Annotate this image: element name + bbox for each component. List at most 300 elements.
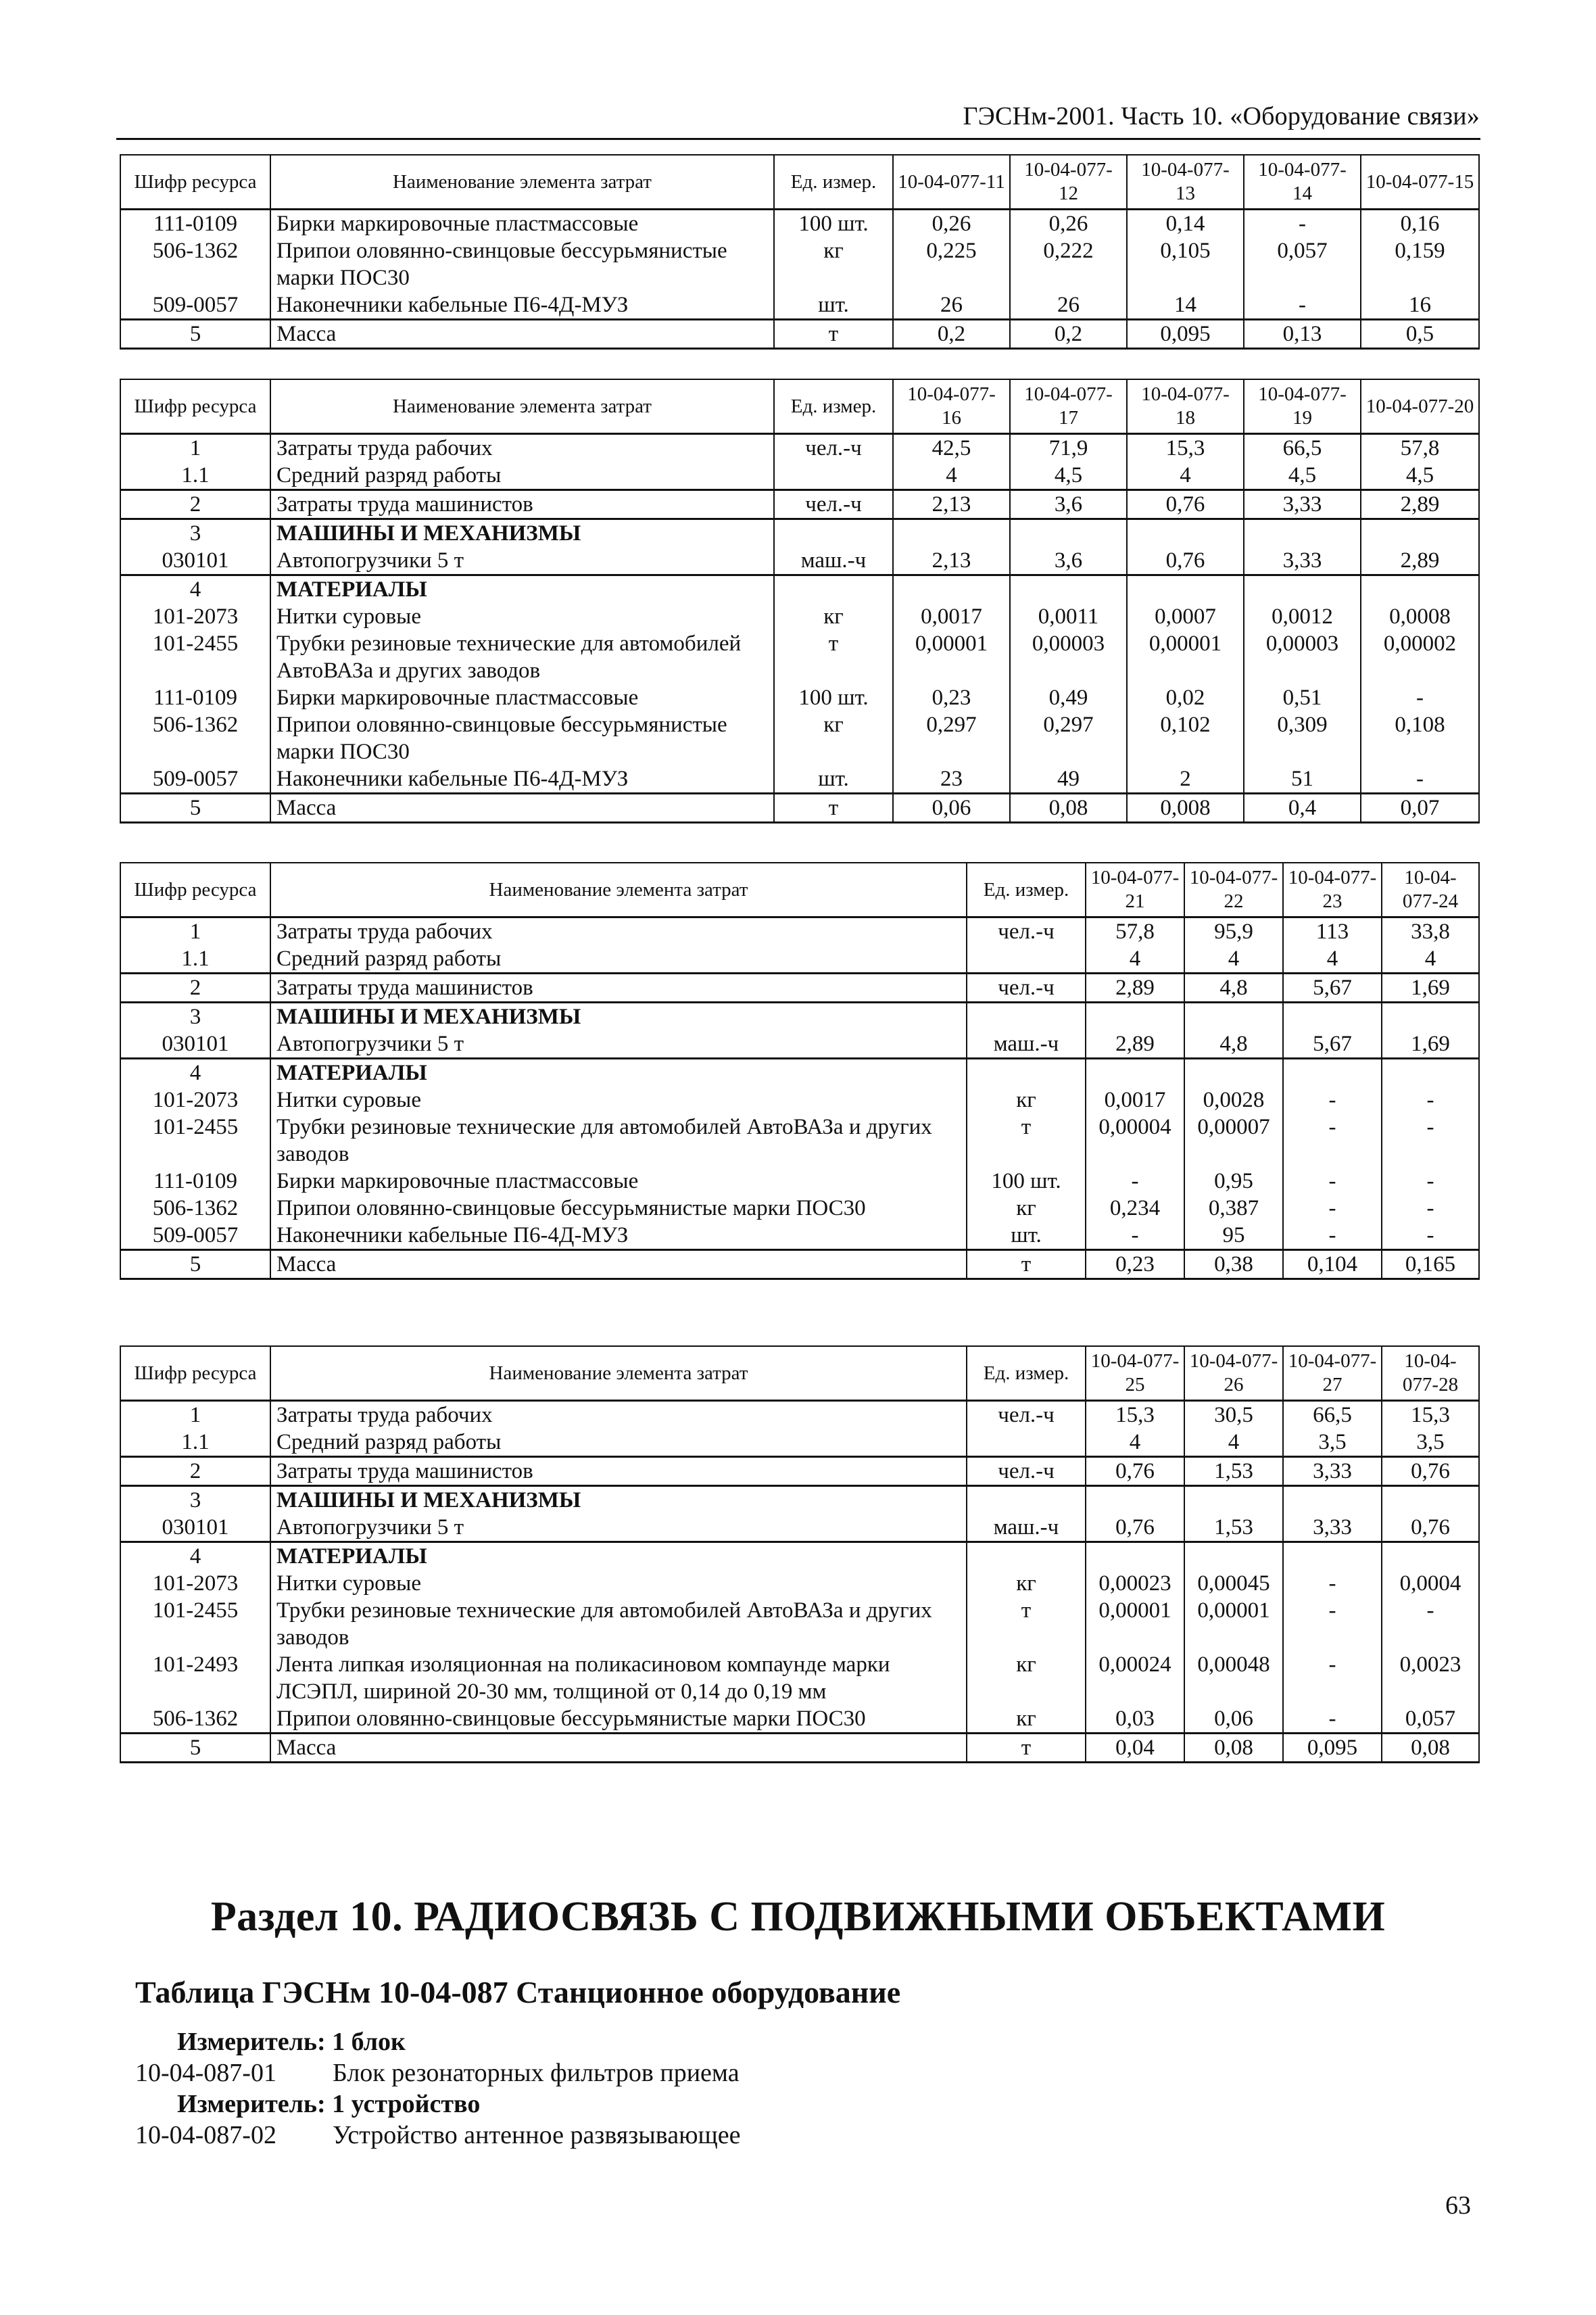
norm-value: 0,159 — [1361, 237, 1479, 291]
resource-code: 2 — [120, 490, 270, 519]
cost-element-name: Затраты труда рабочих — [270, 434, 774, 462]
column-header-norm: 10-04-077-27 — [1283, 1346, 1382, 1401]
norm-value: 1,69 — [1382, 1030, 1479, 1059]
norm-value: 4 — [1184, 945, 1283, 974]
resource-code: 101-2455 — [120, 1597, 270, 1651]
norm-value: - — [1382, 1195, 1479, 1222]
norm-value — [1086, 1059, 1184, 1087]
cost-element-name: Затраты труда рабочих — [270, 917, 967, 946]
norm-value: 0,0017 — [1086, 1087, 1184, 1114]
norm-value — [1010, 519, 1127, 548]
norm-value: 0,5 — [1361, 320, 1479, 349]
table-row — [120, 1570, 1479, 1597]
norm-value — [1010, 575, 1127, 604]
norm-value — [1184, 1542, 1283, 1571]
column-header-unit: Ед. измер. — [774, 155, 893, 210]
item-code: 10-04-087-01 — [135, 2059, 276, 2087]
norm-value: 14 — [1127, 291, 1244, 320]
column-header-norm: 10-04-077-13 — [1127, 155, 1244, 210]
norm-value: 0,222 — [1010, 237, 1127, 291]
resource-code: 2 — [120, 974, 270, 1003]
norm-value: 4 — [1382, 945, 1479, 974]
cost-element-name: Автопогрузчики 5 т — [270, 1030, 967, 1059]
norm-value — [1382, 1059, 1479, 1087]
norm-value: 0,095 — [1127, 320, 1244, 349]
column-header-norm: 10-04-077-25 — [1086, 1346, 1184, 1401]
norm-value — [1283, 1003, 1382, 1031]
norm-value: 2,13 — [893, 547, 1010, 575]
norm-value: 16 — [1361, 291, 1479, 320]
norm-value: 0,06 — [1184, 1705, 1283, 1734]
norm-value: 0,08 — [1010, 794, 1127, 823]
norm-value: - — [1244, 210, 1361, 238]
column-header-norm: 10-04-077-24 — [1382, 863, 1479, 917]
table-row — [120, 684, 1479, 711]
norm-value: 5,67 — [1283, 974, 1382, 1003]
norm-value: 0,2 — [893, 320, 1010, 349]
resource-code: 4 — [120, 575, 270, 604]
resource-code: 3 — [120, 519, 270, 548]
unit-of-measure: маш.-ч — [967, 1514, 1086, 1542]
norm-value: 26 — [893, 291, 1010, 320]
norm-value: 0,00003 — [1010, 630, 1127, 684]
norm-value: - — [1361, 684, 1479, 711]
norm-value: - — [1283, 1705, 1382, 1734]
table-row — [120, 1486, 1479, 1514]
table-row — [120, 1401, 1479, 1429]
resource-code: 101-2455 — [120, 630, 270, 684]
norm-value: 0,04 — [1086, 1734, 1184, 1763]
norm-value: 4 — [1086, 1429, 1184, 1457]
table-row — [120, 237, 1479, 291]
resource-code: 101-2073 — [120, 603, 270, 630]
unit-of-measure: т — [774, 320, 893, 349]
norm-value: 95,9 — [1184, 917, 1283, 946]
unit-of-measure: шт. — [967, 1222, 1086, 1250]
norm-value: 113 — [1283, 917, 1382, 946]
cost-element-name: Бирки маркировочные пластмассовые — [270, 210, 774, 238]
norm-value: 0,16 — [1361, 210, 1479, 238]
norm-value: 0,76 — [1127, 490, 1244, 519]
norm-value: 0,26 — [893, 210, 1010, 238]
norm-value — [1184, 1486, 1283, 1514]
cost-element-name: Лента липкая изоляционная на поликасиновом компаунде марки ЛСЭПЛ, шириной 20-30 мм, толщиной от 0,14 до 0,19 мм — [270, 1651, 967, 1705]
resource-code: 5 — [120, 794, 270, 823]
norm-value: 0,225 — [893, 237, 1010, 291]
table-header-row — [120, 379, 1479, 434]
table-row — [120, 210, 1479, 238]
norm-value — [1086, 1486, 1184, 1514]
norm-value: 2,89 — [1086, 974, 1184, 1003]
norm-value: - — [1283, 1651, 1382, 1705]
unit-of-measure — [967, 1542, 1086, 1571]
norm-value: 0,105 — [1127, 237, 1244, 291]
resource-code: 5 — [120, 1250, 270, 1279]
norm-value: 4,5 — [1361, 462, 1479, 490]
table-header-row — [120, 863, 1479, 917]
cost-element-name: Нитки суровые — [270, 603, 774, 630]
norm-value: 0,00023 — [1086, 1570, 1184, 1597]
unit-of-measure: кг — [774, 237, 893, 291]
cost-element-name: Припои оловянно-свинцовые бессурьмянистые марки ПОС30 — [270, 1705, 967, 1734]
table-row — [120, 1514, 1479, 1542]
unit-of-measure — [774, 575, 893, 604]
norm-value: 4,8 — [1184, 1030, 1283, 1059]
table-row — [120, 1030, 1479, 1059]
cost-table-077-11-15 — [120, 154, 1480, 350]
norm-value — [893, 519, 1010, 548]
norm-value: 0,309 — [1244, 711, 1361, 765]
unit-of-measure: маш.-ч — [774, 547, 893, 575]
table-row — [120, 1457, 1479, 1486]
cost-element-name: МАШИНЫ И МЕХАНИЗМЫ — [270, 1003, 967, 1031]
cost-element-name: Наконечники кабельные П6-4Д-МУЗ — [270, 765, 774, 794]
norm-value: 3,33 — [1283, 1514, 1382, 1542]
norm-value: 0,0011 — [1010, 603, 1127, 630]
table-row — [120, 320, 1479, 349]
norm-value: 0,0028 — [1184, 1087, 1283, 1114]
norm-value: 0,23 — [893, 684, 1010, 711]
norm-value: 2 — [1127, 765, 1244, 794]
resource-code: 101-2073 — [120, 1087, 270, 1114]
norm-value: 0,51 — [1244, 684, 1361, 711]
norm-value: - — [1382, 1222, 1479, 1250]
meter-label: Измеритель: 1 блок — [177, 2028, 406, 2056]
norm-value — [1244, 575, 1361, 604]
resource-code: 1 — [120, 1401, 270, 1429]
norm-value: 0,76 — [1382, 1457, 1479, 1486]
item-name: Блок резонаторных фильтров приема — [333, 2059, 740, 2087]
cost-table-077-21-24 — [120, 862, 1480, 1280]
norm-value: 0,00001 — [1184, 1597, 1283, 1651]
table-row — [120, 711, 1479, 765]
norm-value: 4,8 — [1184, 974, 1283, 1003]
norm-value: 57,8 — [1086, 917, 1184, 946]
column-header-unit: Ед. измер. — [774, 379, 893, 434]
norm-value: 0,38 — [1184, 1250, 1283, 1279]
resource-code: 506-1362 — [120, 237, 270, 291]
norm-value: - — [1283, 1168, 1382, 1195]
norm-value: - — [1283, 1570, 1382, 1597]
unit-of-measure: 100 шт. — [774, 210, 893, 238]
norm-value: 51 — [1244, 765, 1361, 794]
resource-code: 509-0057 — [120, 765, 270, 794]
norm-value: 0,165 — [1382, 1250, 1479, 1279]
norm-value: 0,08 — [1382, 1734, 1479, 1763]
norm-value: - — [1086, 1222, 1184, 1250]
unit-of-measure: кг — [967, 1651, 1086, 1705]
norm-value: - — [1283, 1195, 1382, 1222]
cost-element-name: Наконечники кабельные П6-4Д-МУЗ — [270, 1222, 967, 1250]
table-row — [120, 490, 1479, 519]
norm-value: 0,76 — [1382, 1514, 1479, 1542]
cost-element-name: Припои оловянно-свинцовые бессурьмянистые марки ПОС30 — [270, 237, 774, 291]
norm-value — [1127, 575, 1244, 604]
resource-code: 506-1362 — [120, 1705, 270, 1734]
unit-of-measure: кг — [967, 1087, 1086, 1114]
column-header-norm: 10-04-077-16 — [893, 379, 1010, 434]
norm-value: 15,3 — [1086, 1401, 1184, 1429]
norm-value: 0,0004 — [1382, 1570, 1479, 1597]
norm-value — [1361, 575, 1479, 604]
norm-value: 0,00045 — [1184, 1570, 1283, 1597]
table-row — [120, 1597, 1479, 1651]
unit-of-measure — [967, 945, 1086, 974]
unit-of-measure — [967, 1003, 1086, 1031]
norm-value: 0,2 — [1010, 320, 1127, 349]
norm-value — [1382, 1486, 1479, 1514]
norm-value: 0,00002 — [1361, 630, 1479, 684]
norm-value: 4,5 — [1244, 462, 1361, 490]
column-header-norm: 10-04-077-21 — [1086, 863, 1184, 917]
column-header-name: Наименование элемента затрат — [270, 379, 774, 434]
norm-value: 2,89 — [1361, 490, 1479, 519]
resource-code: 509-0057 — [120, 291, 270, 320]
cost-element-name: Затраты труда машинистов — [270, 1457, 967, 1486]
norm-value: - — [1283, 1114, 1382, 1168]
unit-of-measure: шт. — [774, 291, 893, 320]
table-header-row — [120, 155, 1479, 210]
column-header-norm: 10-04-077-22 — [1184, 863, 1283, 917]
norm-value: 0,00004 — [1086, 1114, 1184, 1168]
cost-element-name: Затраты труда машинистов — [270, 974, 967, 1003]
norm-value: 57,8 — [1361, 434, 1479, 462]
cost-element-name: Масса — [270, 1250, 967, 1279]
table-row — [120, 1651, 1479, 1705]
norm-value — [1127, 519, 1244, 548]
norm-value: 0,4 — [1244, 794, 1361, 823]
table-row — [120, 974, 1479, 1003]
resource-code: 3 — [120, 1486, 270, 1514]
norm-value: 0,03 — [1086, 1705, 1184, 1734]
table-row — [120, 603, 1479, 630]
norm-value: 1,53 — [1184, 1514, 1283, 1542]
unit-of-measure: кг — [967, 1705, 1086, 1734]
norm-value: - — [1283, 1597, 1382, 1651]
cost-element-name: Средний разряд работы — [270, 1429, 967, 1457]
table-row — [120, 1059, 1479, 1087]
norm-value: 0,06 — [893, 794, 1010, 823]
unit-of-measure: чел.-ч — [967, 974, 1086, 1003]
table-row — [120, 1705, 1479, 1734]
unit-of-measure: т — [774, 794, 893, 823]
table-row — [120, 630, 1479, 684]
norm-value: 0,76 — [1086, 1514, 1184, 1542]
norm-value: 4 — [893, 462, 1010, 490]
norm-value: 0,108 — [1361, 711, 1479, 765]
norm-value: 1,69 — [1382, 974, 1479, 1003]
unit-of-measure: чел.-ч — [967, 1457, 1086, 1486]
cost-element-name: Автопогрузчики 5 т — [270, 547, 774, 575]
norm-value: 2,89 — [1086, 1030, 1184, 1059]
norm-value: 0,297 — [1010, 711, 1127, 765]
cost-element-name: Затраты труда машинистов — [270, 490, 774, 519]
norm-value: 0,13 — [1244, 320, 1361, 349]
cost-element-name: Средний разряд работы — [270, 462, 774, 490]
resource-code: 2 — [120, 1457, 270, 1486]
cost-element-name: Наконечники кабельные П6-4Д-МУЗ — [270, 291, 774, 320]
table-row — [120, 794, 1479, 823]
norm-value: 4,5 — [1010, 462, 1127, 490]
column-header-code: Шифр ресурса — [120, 379, 270, 434]
resource-code: 3 — [120, 1003, 270, 1031]
norm-value: 0,00007 — [1184, 1114, 1283, 1168]
cost-element-name: Трубки резиновые технические для автомобилей АвтоВАЗа и других заводов — [270, 1597, 967, 1651]
unit-of-measure: чел.-ч — [967, 917, 1086, 946]
norm-value: - — [1244, 291, 1361, 320]
norm-value: 66,5 — [1283, 1401, 1382, 1429]
norm-value: - — [1382, 1597, 1479, 1651]
norm-value: 3,33 — [1244, 547, 1361, 575]
section-title: Раздел 10. РАДИОСВЯЗЬ С ПОДВИЖНЫМИ ОБЪЕКТАМИ — [210, 1894, 1386, 1940]
norm-value: 0,07 — [1361, 794, 1479, 823]
item-name: Устройство антенное развязывающее — [333, 2121, 741, 2149]
norm-value: 0,008 — [1127, 794, 1244, 823]
resource-code: 111-0109 — [120, 210, 270, 238]
norm-value: 0,0012 — [1244, 603, 1361, 630]
norm-value: 0,0023 — [1382, 1651, 1479, 1705]
item-code: 10-04-087-02 — [135, 2121, 276, 2149]
norm-value: 0,057 — [1382, 1705, 1479, 1734]
unit-of-measure: маш.-ч — [967, 1030, 1086, 1059]
column-header-norm: 10-04-077-14 — [1244, 155, 1361, 210]
norm-value: 4 — [1086, 945, 1184, 974]
column-header-name: Наименование элемента затрат — [270, 155, 774, 210]
norm-value — [1382, 1003, 1479, 1031]
table-row — [120, 1250, 1479, 1279]
unit-of-measure: т — [774, 630, 893, 684]
norm-value: 3,6 — [1010, 490, 1127, 519]
unit-of-measure: 100 шт. — [967, 1168, 1086, 1195]
norm-value: 30,5 — [1184, 1401, 1283, 1429]
norm-value: 0,0017 — [893, 603, 1010, 630]
norm-value — [1361, 519, 1479, 548]
unit-of-measure: кг — [967, 1570, 1086, 1597]
norm-value: 23 — [893, 765, 1010, 794]
norm-value: 15,3 — [1382, 1401, 1479, 1429]
norm-value: - — [1382, 1114, 1479, 1168]
header-rule — [116, 138, 1480, 140]
norm-value: 4 — [1127, 462, 1244, 490]
unit-of-measure: т — [967, 1734, 1086, 1763]
unit-of-measure: кг — [967, 1195, 1086, 1222]
cost-element-name: Припои оловянно-свинцовые бессурьмянистые марки ПОС30 — [270, 1195, 967, 1222]
norm-value: 42,5 — [893, 434, 1010, 462]
table-row — [120, 765, 1479, 794]
table-row — [120, 1087, 1479, 1114]
resource-code: 1 — [120, 434, 270, 462]
cost-table-077-25-28 — [120, 1345, 1480, 1763]
unit-of-measure — [774, 519, 893, 548]
unit-of-measure: чел.-ч — [967, 1401, 1086, 1429]
norm-value: 0,23 — [1086, 1250, 1184, 1279]
table-row — [120, 462, 1479, 490]
table-title: Таблица ГЭСНм 10-04-087 Станционное оборудование — [135, 1975, 901, 2009]
cost-element-name: МАТЕРИАЛЫ — [270, 1542, 967, 1571]
table-row — [120, 434, 1479, 462]
table-row — [120, 1168, 1479, 1195]
cost-element-name: Бирки маркировочные пластмассовые — [270, 684, 774, 711]
resource-code: 509-0057 — [120, 1222, 270, 1250]
resource-code: 1.1 — [120, 1429, 270, 1457]
cost-element-name: Затраты труда рабочих — [270, 1401, 967, 1429]
meter-label: Измеритель: 1 устройство — [177, 2090, 481, 2118]
norm-value — [1283, 1486, 1382, 1514]
resource-code: 5 — [120, 1734, 270, 1763]
norm-value: - — [1382, 1168, 1479, 1195]
resource-code: 506-1362 — [120, 711, 270, 765]
table-row — [120, 1003, 1479, 1031]
norm-value: - — [1283, 1222, 1382, 1250]
unit-of-measure: шт. — [774, 765, 893, 794]
norm-value: 4 — [1184, 1429, 1283, 1457]
norm-value — [1184, 1003, 1283, 1031]
cost-element-name: Масса — [270, 320, 774, 349]
column-header-norm: 10-04-077-26 — [1184, 1346, 1283, 1401]
norm-value: 0,104 — [1283, 1250, 1382, 1279]
norm-value: 0,02 — [1127, 684, 1244, 711]
column-header-norm: 10-04-077-19 — [1244, 379, 1361, 434]
cost-element-name: Масса — [270, 794, 774, 823]
norm-value: 71,9 — [1010, 434, 1127, 462]
norm-value: 1,53 — [1184, 1457, 1283, 1486]
column-header-norm: 10-04-077-12 — [1010, 155, 1127, 210]
table-row — [120, 519, 1479, 548]
column-header-unit: Ед. измер. — [967, 1346, 1086, 1401]
norm-value — [893, 575, 1010, 604]
norm-value — [1244, 519, 1361, 548]
norm-value: 3,33 — [1283, 1457, 1382, 1486]
norm-value: 0,00003 — [1244, 630, 1361, 684]
table-row — [120, 1734, 1479, 1763]
norm-value: - — [1361, 765, 1479, 794]
table-row — [120, 1195, 1479, 1222]
resource-code: 030101 — [120, 1030, 270, 1059]
column-header-unit: Ед. измер. — [967, 863, 1086, 917]
resource-code: 1.1 — [120, 462, 270, 490]
resource-code: 506-1362 — [120, 1195, 270, 1222]
unit-of-measure: т — [967, 1597, 1086, 1651]
unit-of-measure: т — [967, 1114, 1086, 1168]
resource-code: 111-0109 — [120, 1168, 270, 1195]
norm-value: 0,0007 — [1127, 603, 1244, 630]
column-header-code: Шифр ресурса — [120, 1346, 270, 1401]
column-header-norm: 10-04-077-11 — [893, 155, 1010, 210]
unit-of-measure: т — [967, 1250, 1086, 1279]
resource-code: 030101 — [120, 547, 270, 575]
norm-value — [1283, 1542, 1382, 1571]
resource-code: 1 — [120, 917, 270, 946]
unit-of-measure: кг — [774, 711, 893, 765]
table-row — [120, 575, 1479, 604]
norm-value: 15,3 — [1127, 434, 1244, 462]
norm-value: 0,00024 — [1086, 1651, 1184, 1705]
resource-code: 030101 — [120, 1514, 270, 1542]
table-row — [120, 1114, 1479, 1168]
column-header-code: Шифр ресурса — [120, 155, 270, 210]
norm-value: 0,76 — [1127, 547, 1244, 575]
norm-value — [1382, 1542, 1479, 1571]
table-row — [120, 1429, 1479, 1457]
column-header-norm: 10-04-077-28 — [1382, 1346, 1479, 1401]
norm-value: 5,67 — [1283, 1030, 1382, 1059]
norm-value: 0,095 — [1283, 1734, 1382, 1763]
cost-element-name: МАТЕРИАЛЫ — [270, 575, 774, 604]
cost-element-name: Нитки суровые — [270, 1570, 967, 1597]
cost-element-name: МАТЕРИАЛЫ — [270, 1059, 967, 1087]
norm-value: 4 — [1283, 945, 1382, 974]
resource-code: 1.1 — [120, 945, 270, 974]
